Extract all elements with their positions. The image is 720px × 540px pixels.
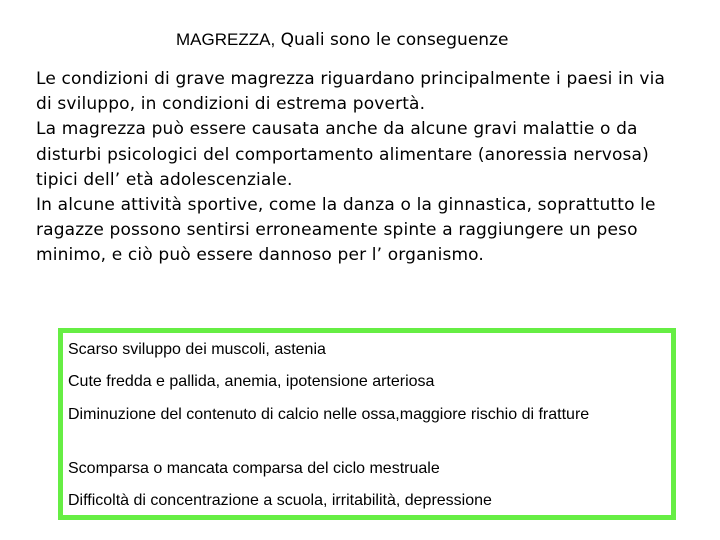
intro-text	[36, 67, 676, 269]
title-question: Quali sono le conseguenze	[280, 30, 509, 50]
consequences-box	[58, 328, 676, 520]
page-title	[176, 29, 508, 51]
consequence-item-cycle: Scomparsa o mancata comparsa del ciclo mestruale	[68, 460, 440, 477]
paragraph-3: In alcune attività sportive, come la danza o la ginnastica, soprattutto le ragazze possono sentirsi erroneamente spinte a raggiungere un peso minimo, e ciò può essere dannoso per l’ organismo.	[36, 195, 656, 266]
paragraph-2: La magrezza può essere causata anche da alcune gravi malattie o da disturbi psicologici del comportamento alimentare (anoressia nervosa) tipici dell’ età adolescenziale.	[36, 119, 649, 190]
consequence-item-concentration: Difficoltà di concentrazione a scuola, irritabilità, depressione	[68, 492, 492, 509]
paragraph-1: Le condizioni di grave magrezza riguardano principalmente i paesi in via di sviluppo, in condizioni di estrema povertà.	[36, 69, 666, 115]
consequence-item-muscles: Scarso sviluppo dei muscoli, astenia	[68, 341, 326, 358]
consequence-item-bones: Diminuzione del contenuto di calcio nelle ossa,maggiore rischio di fratture	[68, 406, 590, 423]
title-topic: MAGREZZA,	[176, 30, 276, 49]
consequence-item-skin: Cute fredda e pallida, anemia, ipotensione arteriosa	[68, 373, 435, 390]
